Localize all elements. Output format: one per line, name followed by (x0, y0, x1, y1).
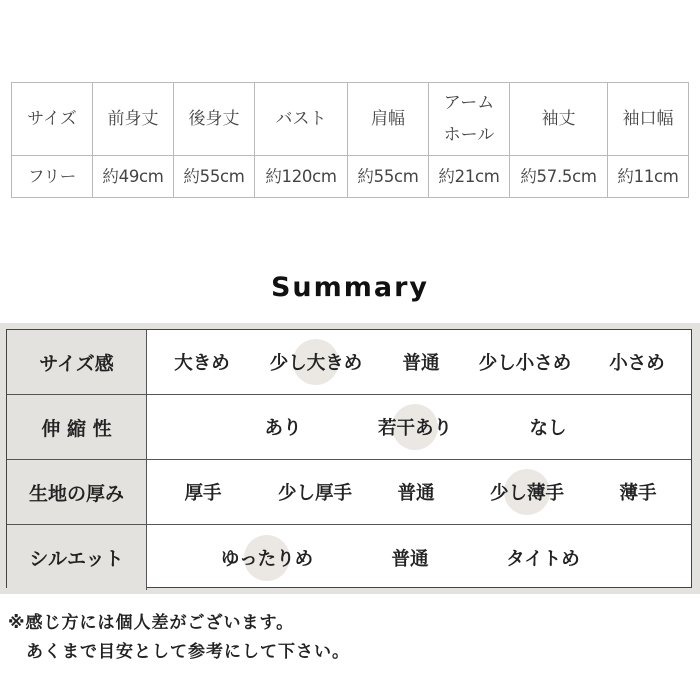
summary-option: 少し小さめ (478, 353, 572, 374)
summary-row-label: シルエット (7, 525, 147, 590)
header-bust: バスト (255, 83, 348, 156)
header-sleeve-length: 袖丈 (510, 83, 608, 156)
summary-option: 少し厚手 (277, 483, 353, 504)
summary-row-silhouette (7, 525, 691, 590)
header-cuff-width: 袖口幅 (608, 83, 689, 156)
summary-grid (6, 329, 692, 588)
summary-row-stretch (7, 395, 691, 460)
size-table (11, 82, 689, 198)
size-table-header-row (12, 83, 689, 156)
value-bust: 約120cm (255, 156, 348, 198)
summary-option: 少し大きめ (270, 330, 363, 394)
summary-option: ゆったりめ (221, 525, 313, 590)
summary-option: 大きめ (174, 353, 230, 374)
value-size: フリー (12, 156, 93, 198)
summary-row-size-feel (7, 330, 691, 395)
value-front-length: 約49cm (93, 156, 174, 198)
header-shoulder-width: 肩幅 (348, 83, 429, 156)
value-armhole: 約21cm (429, 156, 510, 198)
note-line-1: ※感じ方には個人差がございます。 (8, 613, 295, 633)
summary-option: 小さめ (609, 353, 665, 374)
summary-option: 少し薄手 (490, 460, 564, 524)
header-front-length: 前身丈 (93, 83, 174, 156)
summary-option: 普通 (397, 483, 435, 504)
summary-option: あり (264, 418, 302, 439)
summary-option: 普通 (391, 548, 429, 570)
note-line-2: あくまで目安として参考にして下さい。 (8, 642, 350, 662)
header-back-length: 後身丈 (174, 83, 255, 156)
summary-row-label: 生地の厚み (7, 460, 147, 524)
summary-row-fabric-thickness (7, 460, 691, 525)
summary-title: Summary (270, 272, 430, 303)
summary-option: 若干あり (378, 395, 452, 459)
header-size: サイズ (12, 83, 93, 156)
summary-section (0, 323, 700, 594)
summary-option: 普通 (402, 353, 440, 374)
header-armhole: アーム ホール (429, 83, 510, 156)
size-table-value-row (12, 156, 689, 198)
summary-option: タイトめ (506, 548, 580, 570)
value-sleeve-length: 約57.5cm (510, 156, 608, 198)
summary-option: 薄手 (619, 483, 657, 504)
value-shoulder-width: 約55cm (348, 156, 429, 198)
value-back-length: 約55cm (174, 156, 255, 198)
summary-row-label: 伸 縮 性 (7, 395, 147, 459)
value-cuff-width: 約11cm (608, 156, 689, 198)
summary-option: なし (529, 418, 567, 439)
summary-option: 厚手 (184, 483, 222, 504)
summary-row-label: サイズ感 (7, 330, 147, 394)
